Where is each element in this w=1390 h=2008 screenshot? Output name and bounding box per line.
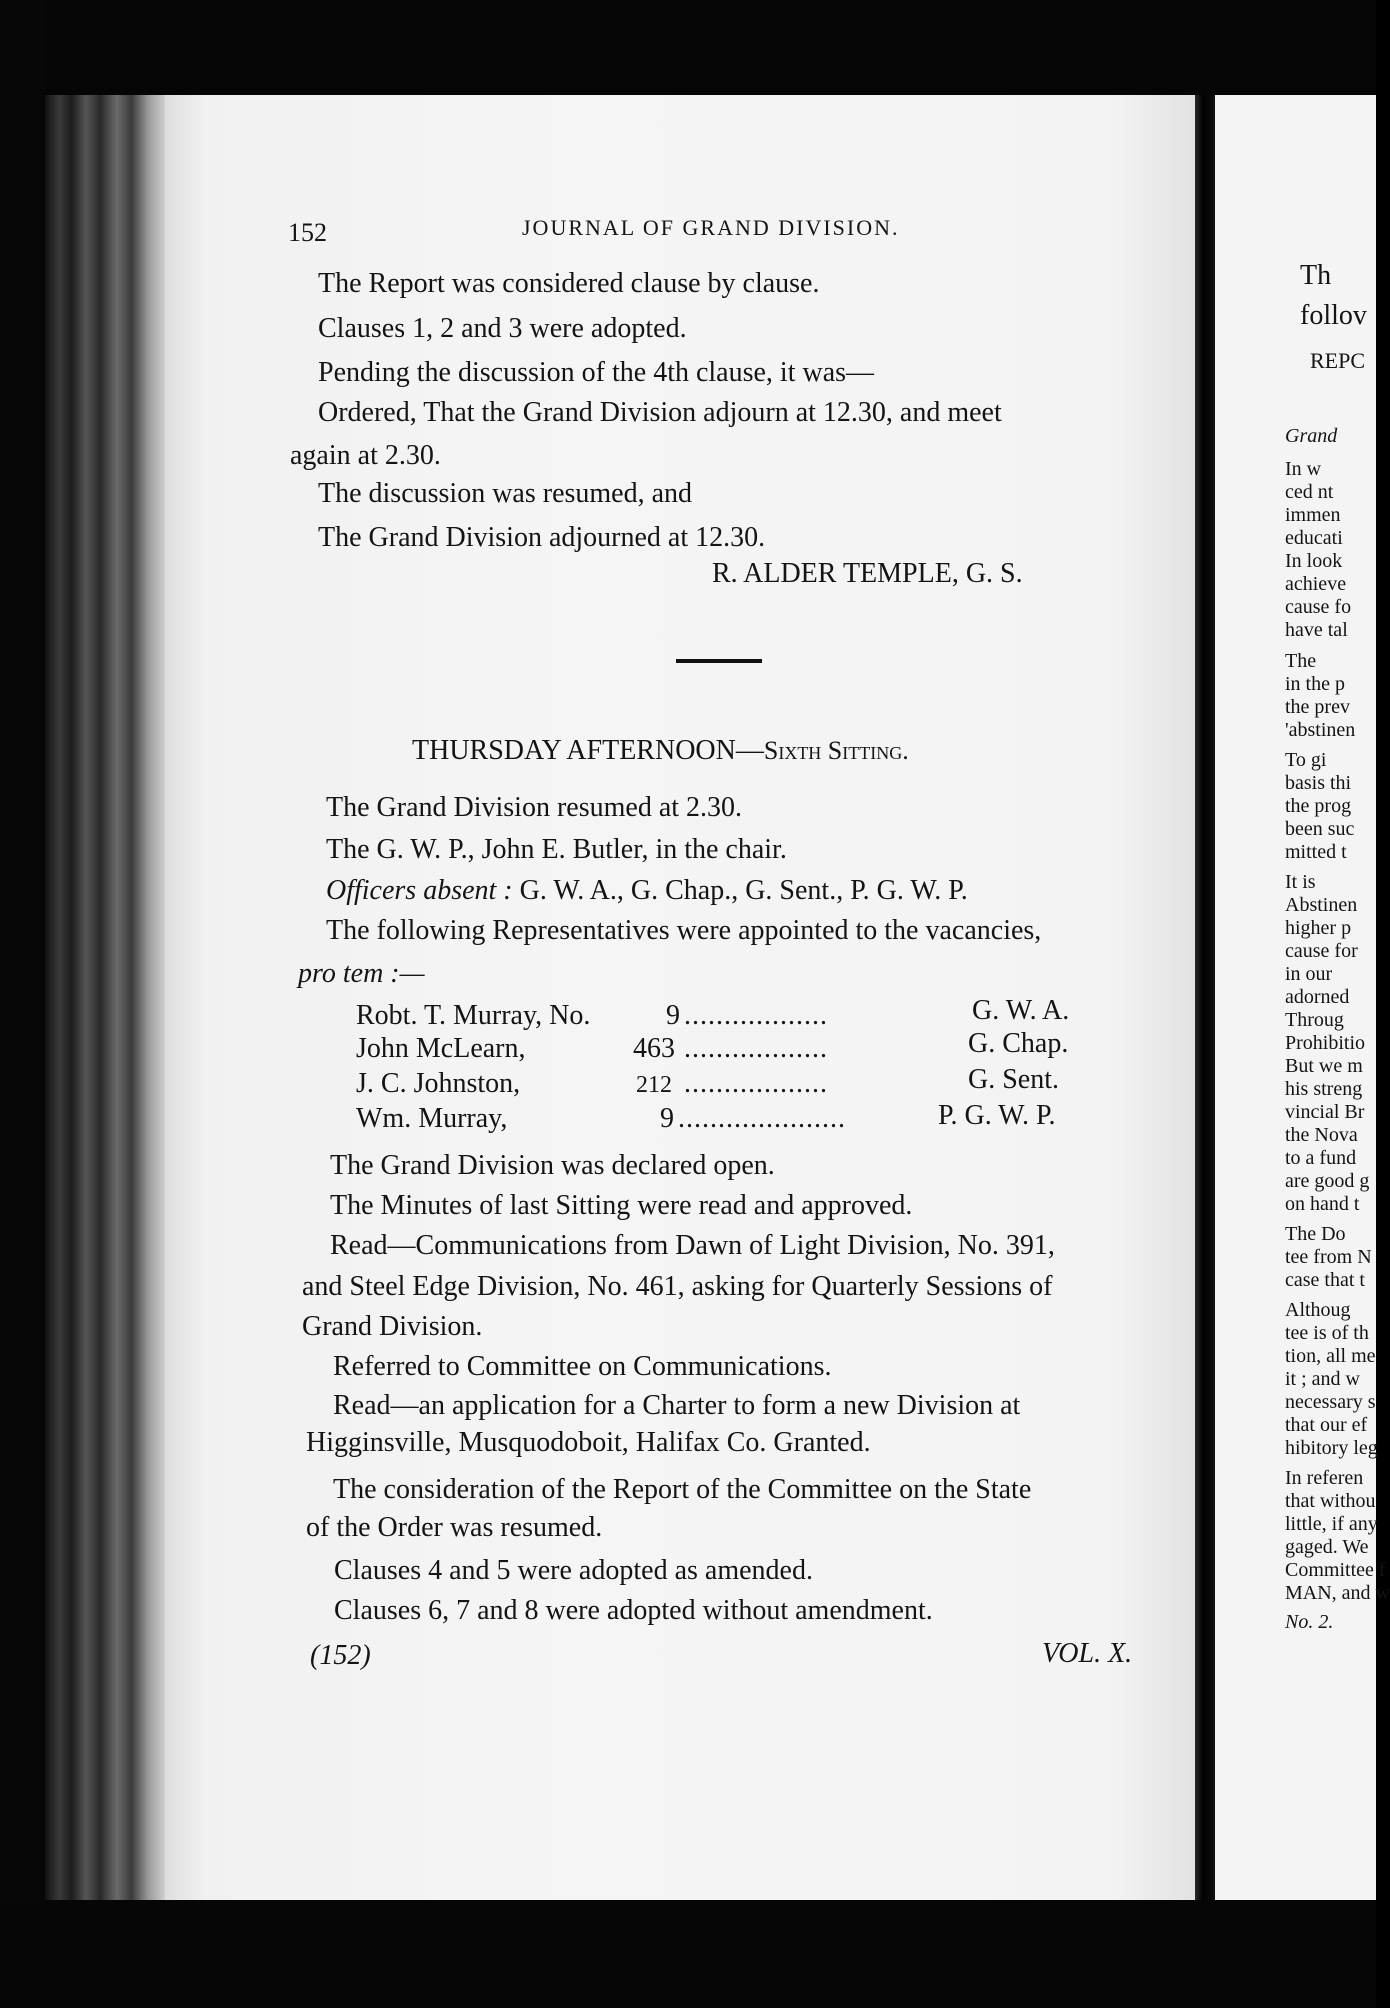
rep-name: Wm. Murray, [356, 1103, 508, 1134]
right-page-line: Althoug [1285, 1299, 1351, 1321]
rep-number: 9 [660, 1103, 674, 1134]
right-page-line: adorned [1285, 986, 1350, 1008]
paragraph-line: The Minutes of last Sitting were read and approved. [330, 1190, 913, 1221]
paragraph-line: The Grand Division resumed at 2.30. [326, 792, 743, 823]
section-heading-main: THURSDAY AFTERNOON— [412, 735, 764, 766]
paragraph-line: The G. W. P., John E. Butler, in the chair. [326, 834, 787, 865]
right-page-line: The [1285, 650, 1317, 672]
right-page-line: 'abstinen [1285, 719, 1356, 741]
book-page-edges [45, 95, 165, 1900]
paragraph-line: The Grand Division adjourned at 12.30. [318, 522, 766, 553]
running-title: JOURNAL OF GRAND DIVISION. [522, 215, 900, 240]
right-page-line: follov [1300, 300, 1367, 331]
right-page-line: that our ef [1285, 1414, 1368, 1436]
book-gutter [1195, 95, 1215, 1900]
pro-tem: pro tem :— [298, 958, 425, 989]
paragraph-line: Clauses 4 and 5 were adopted as amended. [334, 1555, 813, 1586]
right-page-fragment [1215, 95, 1390, 1900]
right-page-line: cause fo [1285, 596, 1352, 618]
right-page-line: It is [1285, 871, 1316, 893]
right-page-line: gaged. We [1285, 1536, 1369, 1558]
paragraph-line: The Grand Division was declared open. [330, 1150, 775, 1181]
paragraph-line: Clauses 1, 2 and 3 were adopted. [318, 313, 687, 344]
section-heading [412, 735, 909, 767]
page-number: 152 [288, 218, 327, 247]
dot-leader: .................. [684, 1033, 828, 1064]
right-page-line: it ; and w [1285, 1368, 1360, 1390]
rep-name: Robt. T. Murray, No. [356, 1000, 591, 1031]
right-page-line: cause for [1285, 940, 1358, 962]
paragraph-line: of the Order was resumed. [306, 1512, 603, 1543]
paragraph-line: The Report was considered clause by clause. [318, 268, 820, 299]
right-page-line: hibitory leg [1285, 1437, 1378, 1459]
right-page-line: Grand [1285, 425, 1338, 447]
paragraph-line: The following Representatives were appointed to the vacancies, [326, 915, 1042, 946]
right-page-line: the prog [1285, 795, 1352, 817]
footer-page-number: (152) [310, 1640, 371, 1671]
paragraph-line: Higginsville, Musquodoboit, Halifax Co. Granted. [306, 1427, 871, 1458]
right-page-line: Abstinen [1285, 894, 1358, 916]
scan-border-bottom [0, 1900, 1376, 2008]
ordered-line: Ordered, That the Grand Division adjourn at 12.30, and meet [318, 397, 1002, 428]
paragraph-line: and Steel Edge Division, No. 461, asking for Quarterly Sessions of [302, 1271, 1053, 1302]
paragraph-line: Read—Communications from Dawn of Light Division, No. 391, [330, 1230, 1055, 1261]
right-page-line: in our [1285, 963, 1333, 985]
rep-office: G. Chap. [968, 1028, 1069, 1059]
paragraph-line: The discussion was resumed, and [318, 478, 693, 509]
right-page-line: But we m [1285, 1055, 1363, 1077]
right-page-line: immen [1285, 504, 1341, 526]
right-page-line: higher p [1285, 917, 1352, 939]
scan-border-top [0, 0, 1376, 95]
rep-office: P. G. W. P. [938, 1100, 1056, 1131]
rep-name: John McLearn, [356, 1033, 526, 1064]
rep-number: 9 [666, 1000, 680, 1031]
right-page-line: his streng [1285, 1078, 1363, 1100]
paragraph-line: Grand Division. [302, 1311, 483, 1342]
right-page-line: basis thi [1285, 772, 1352, 794]
paragraph-line: Read—an application for a Charter to form a new Division at [333, 1390, 1021, 1421]
right-page-line: achieve [1285, 573, 1347, 595]
right-page-line: vincial Br [1285, 1101, 1365, 1123]
right-page-line: Committee f [1285, 1559, 1386, 1581]
right-page-line: in the p [1285, 673, 1345, 695]
officers-label: Officers absent : [326, 875, 513, 906]
right-page-line: necessary s [1285, 1391, 1376, 1413]
right-page-line: tee is of th [1285, 1322, 1369, 1344]
right-page-line: tion, all me [1285, 1345, 1376, 1367]
right-page-line: Th [1300, 260, 1332, 291]
signature: R. ALDER TEMPLE, G. S. [712, 558, 1023, 589]
section-divider-rule [676, 659, 762, 663]
rep-office: G. W. A. [972, 995, 1070, 1026]
right-page-line: the Nova [1285, 1124, 1358, 1146]
paragraph-line: The consideration of the Report of the Committee on the State [333, 1474, 1032, 1505]
right-page-line: In w [1285, 458, 1322, 480]
right-page-line: have tal [1285, 619, 1348, 641]
right-page-line: To gi [1285, 749, 1327, 771]
right-page-line: been suc [1285, 818, 1355, 840]
right-page-line: In referen [1285, 1467, 1364, 1489]
right-page-line: that withou [1285, 1490, 1376, 1512]
paragraph-line: again at 2.30. [290, 440, 441, 471]
right-page-line: Throug [1285, 1009, 1344, 1031]
right-page-line: In look [1285, 550, 1343, 572]
scan-border-left [0, 0, 45, 2008]
rep-number: 212 [636, 1072, 672, 1098]
right-page-line: The Do [1285, 1223, 1346, 1245]
right-page-line: ced nt [1285, 481, 1334, 503]
rep-number: 463 [633, 1033, 675, 1064]
officers-text: G. W. A., G. Chap., G. Sent., P. G. W. P. [519, 875, 968, 906]
rep-office: G. Sent. [968, 1064, 1059, 1095]
rep-name: J. C. Johnston, [356, 1068, 521, 1099]
right-page-line: No. 2. [1285, 1611, 1334, 1633]
dot-leader: .................. [684, 1000, 828, 1031]
officers-absent-line [326, 875, 968, 907]
right-page-line: case that t [1285, 1269, 1365, 1291]
footer-volume: VOL. X. [1042, 1638, 1133, 1669]
right-page-line: to a fund [1285, 1147, 1357, 1169]
right-page-line: on hand t [1285, 1193, 1360, 1215]
right-page-line: REPC [1310, 348, 1366, 373]
right-page-line: tee from N [1285, 1246, 1372, 1268]
right-page-line: MAN, and w [1285, 1582, 1390, 1604]
section-heading-sub: Sixth Sitting. [763, 736, 909, 765]
right-page-line: Prohibitio [1285, 1032, 1366, 1054]
dot-leader: ..................... [678, 1103, 846, 1134]
right-page-line: educati [1285, 527, 1343, 549]
right-page-line: are good g [1285, 1170, 1370, 1192]
right-page-line: the prev [1285, 696, 1350, 718]
paragraph-line: Clauses 6, 7 and 8 were adopted without amendment. [334, 1595, 933, 1626]
right-page-line: little, if any [1285, 1513, 1378, 1535]
paragraph-line: Referred to Committee on Communications. [333, 1351, 832, 1382]
paragraph-line: Pending the discussion of the 4th clause, it was— [318, 357, 875, 388]
dot-leader: .................. [684, 1068, 828, 1099]
right-page-line: mitted t [1285, 841, 1347, 863]
